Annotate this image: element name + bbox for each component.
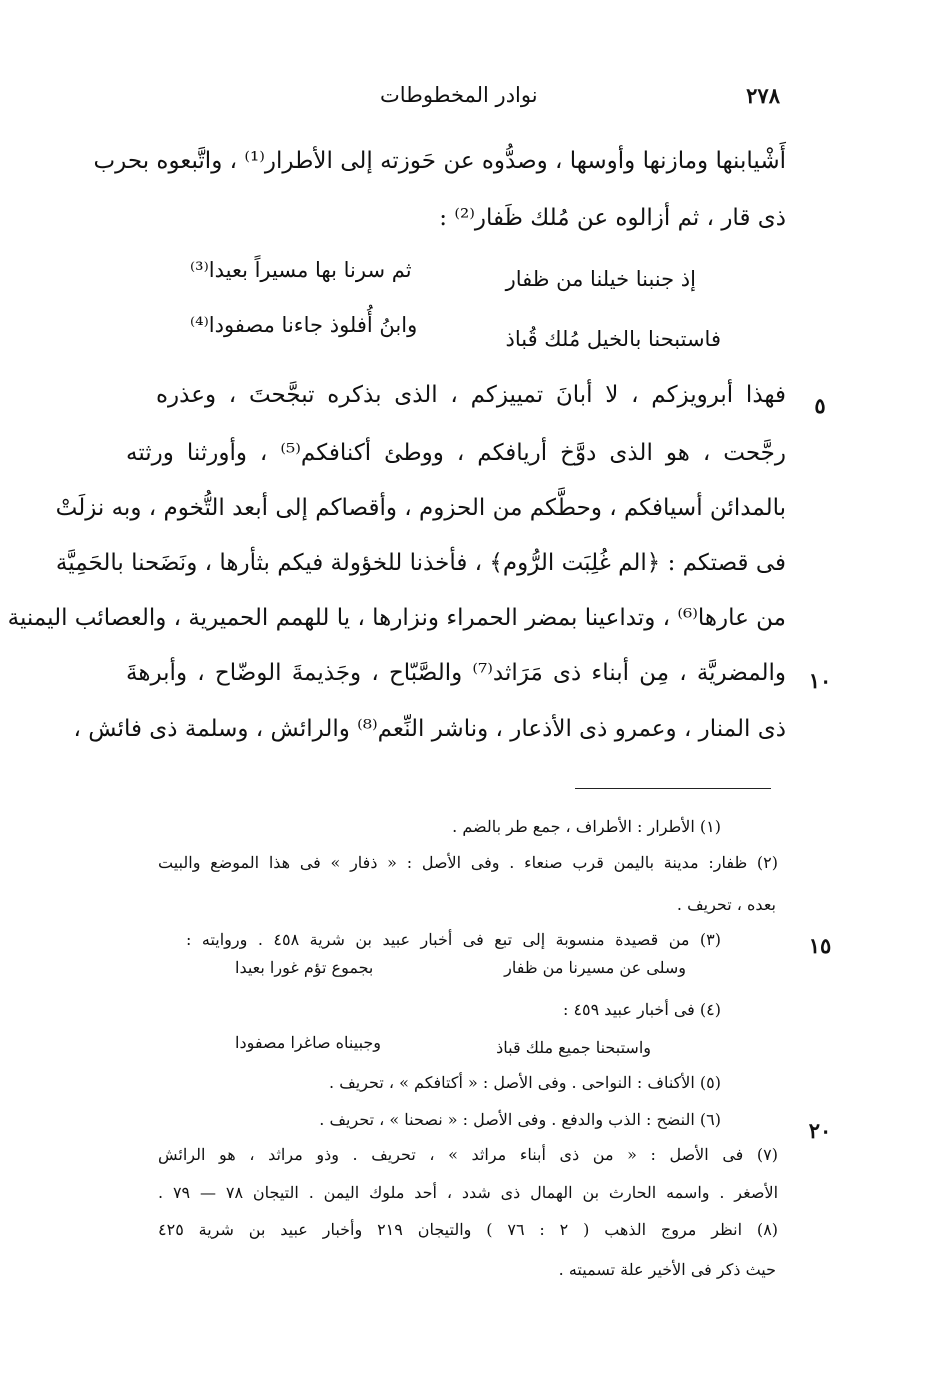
margin-line-number-10: ١٠ <box>808 668 832 693</box>
verse-1-first-hemistich: إذ جنبنا خيلنا من ظفار <box>505 267 696 291</box>
footnote-1: (١) الأطرار : الأطراف ، جمع طر بالضم . <box>452 817 721 836</box>
footnote-8-line-2: حيث ذكر فى الأخير علة تسميته . <box>558 1260 776 1279</box>
page-number: ٢٧٨ <box>746 82 780 108</box>
verse-2-first-hemistich: فاستبحنا بالخيل مُلك قُباذ <box>505 327 721 351</box>
footnote-7-line-2: الأصغر . واسمه الحارث بن الهمال ذى شدد ، أحد ملوك اليمن . التيجان ٧٨ — ٧٩ . <box>158 1183 779 1202</box>
margin-line-number-20: ٢٠ <box>808 1118 832 1143</box>
footnote-3-verse-second: بجموع تؤم غورا بعيدا <box>235 958 374 977</box>
paragraph-line-4: فى قصتكم : ﴿الم غُلِبَت الرُّوم﴾ ، فأخذنا للخؤولة فيكم بثأرها ، ونَضَحنا بالحَمِيَّة <box>55 550 786 576</box>
footnote-3-verse-first: وسلى عن مسيرنا من ظفار <box>504 958 686 977</box>
footnote-4-line-1: (٤) فى أخبار عبيد ٤٥٩ : <box>562 1000 721 1019</box>
footnote-2-line-1: (٢) ظفار: مدينة باليمن قرب صنعاء . وفى الأصل : « ذفار » فى هذا الموضع والبيت <box>158 853 778 872</box>
paragraph-line-1: فهذا أبرويزكم ، لا أبانَ تمييزكم ، الذى بذكره تبجَّحتَ ، وعذره <box>156 382 786 408</box>
verse-2-second-hemistich: وابنُ أُفلوذ جاءنا مصفودا⁽⁴⁾ <box>190 313 418 337</box>
footnote-8-line-1: (٨) انظر مروج الذهب ( ٢ : ٧٦ ) والتيجان ٢١٩ وأخبار عبيد بن شرية ٤٢٥ <box>158 1220 779 1239</box>
running-title: نوادر المخطوطات <box>380 83 538 107</box>
margin-line-number-15: ١٥ <box>808 933 832 958</box>
page-header <box>380 80 780 110</box>
footnote-2-line-2: بعده ، تحريف . <box>676 895 776 914</box>
paragraph-line-3: بالمدائن أسيافكم ، وحطَّكم من الحزوم ، وأقصاكم إلى أبعد التُّخوم ، وبه نزلَتْ <box>55 495 786 521</box>
paragraph-line-5: من عارها⁽⁶⁾ ، وتداعينا بمضر الحمراء ونزارها ، يا للهمم الحميرية ، والعصائب اليمنية <box>7 605 786 631</box>
paragraph-line-2: رجَّحت ، هو الذى دوَّخ أريافكم ، ووطئ أكنافكم⁽⁵⁾ ، وأورثنا ورثته <box>126 440 786 466</box>
margin-line-number-5: ٥ <box>814 393 826 418</box>
footnote-4-verse-second: وجبيناه صاغرا مصفودا <box>235 1033 382 1052</box>
paragraph-line-6: والمضريَّة ، مِن أبناء ذى مَرَاثد⁽⁷⁾ والصَّبّاح ، وجَذيمةَ الوضّاح ، وأبرهةَ <box>126 660 786 686</box>
paragraph-line-7: ذى المنار ، وعمرو ذى الأذعار ، وناشر النِّعم⁽⁸⁾ والرائش ، وسلمة ذى فائش ، <box>73 716 786 742</box>
footnote-separator <box>575 788 771 789</box>
footnote-7-line-1: (٧) فى الأصل : « من ذى أبناء مراثد » ، تحريف . وذو مراثد ، هو الرائش <box>158 1145 778 1164</box>
footnote-3-line-1: (٣) من قصيدة منسوبة إلى تبع فى أخبار عبيد بن شرية ٤٥٨ . وروايته : <box>186 930 722 949</box>
body-line-2: ذى قار ، ثم أزالوه عن مُلك ظَفار⁽²⁾ : <box>439 205 786 231</box>
footnote-6: (٦) النضح : الذب والدفع . وفى الأصل : « نصحنا » ، تحريف . <box>319 1110 721 1129</box>
footnote-4-verse-first: واستبحنا جميع ملك قباذ <box>496 1038 651 1057</box>
body-line-1: أَشْيابنها ومازنها وأوسها ، وصدُّوه عن حَوزته إلى الأطرار⁽¹⁾ ، واتَّبعوه بحرب <box>93 148 786 174</box>
footnote-5: (٥) الأكناف : النواحى . وفى الأصل : « أكتافكم » ، تحريف . <box>329 1073 721 1092</box>
verse-1-second-hemistich: ثم سرنا بها مسيراً بعيدا⁽³⁾ <box>190 258 412 282</box>
